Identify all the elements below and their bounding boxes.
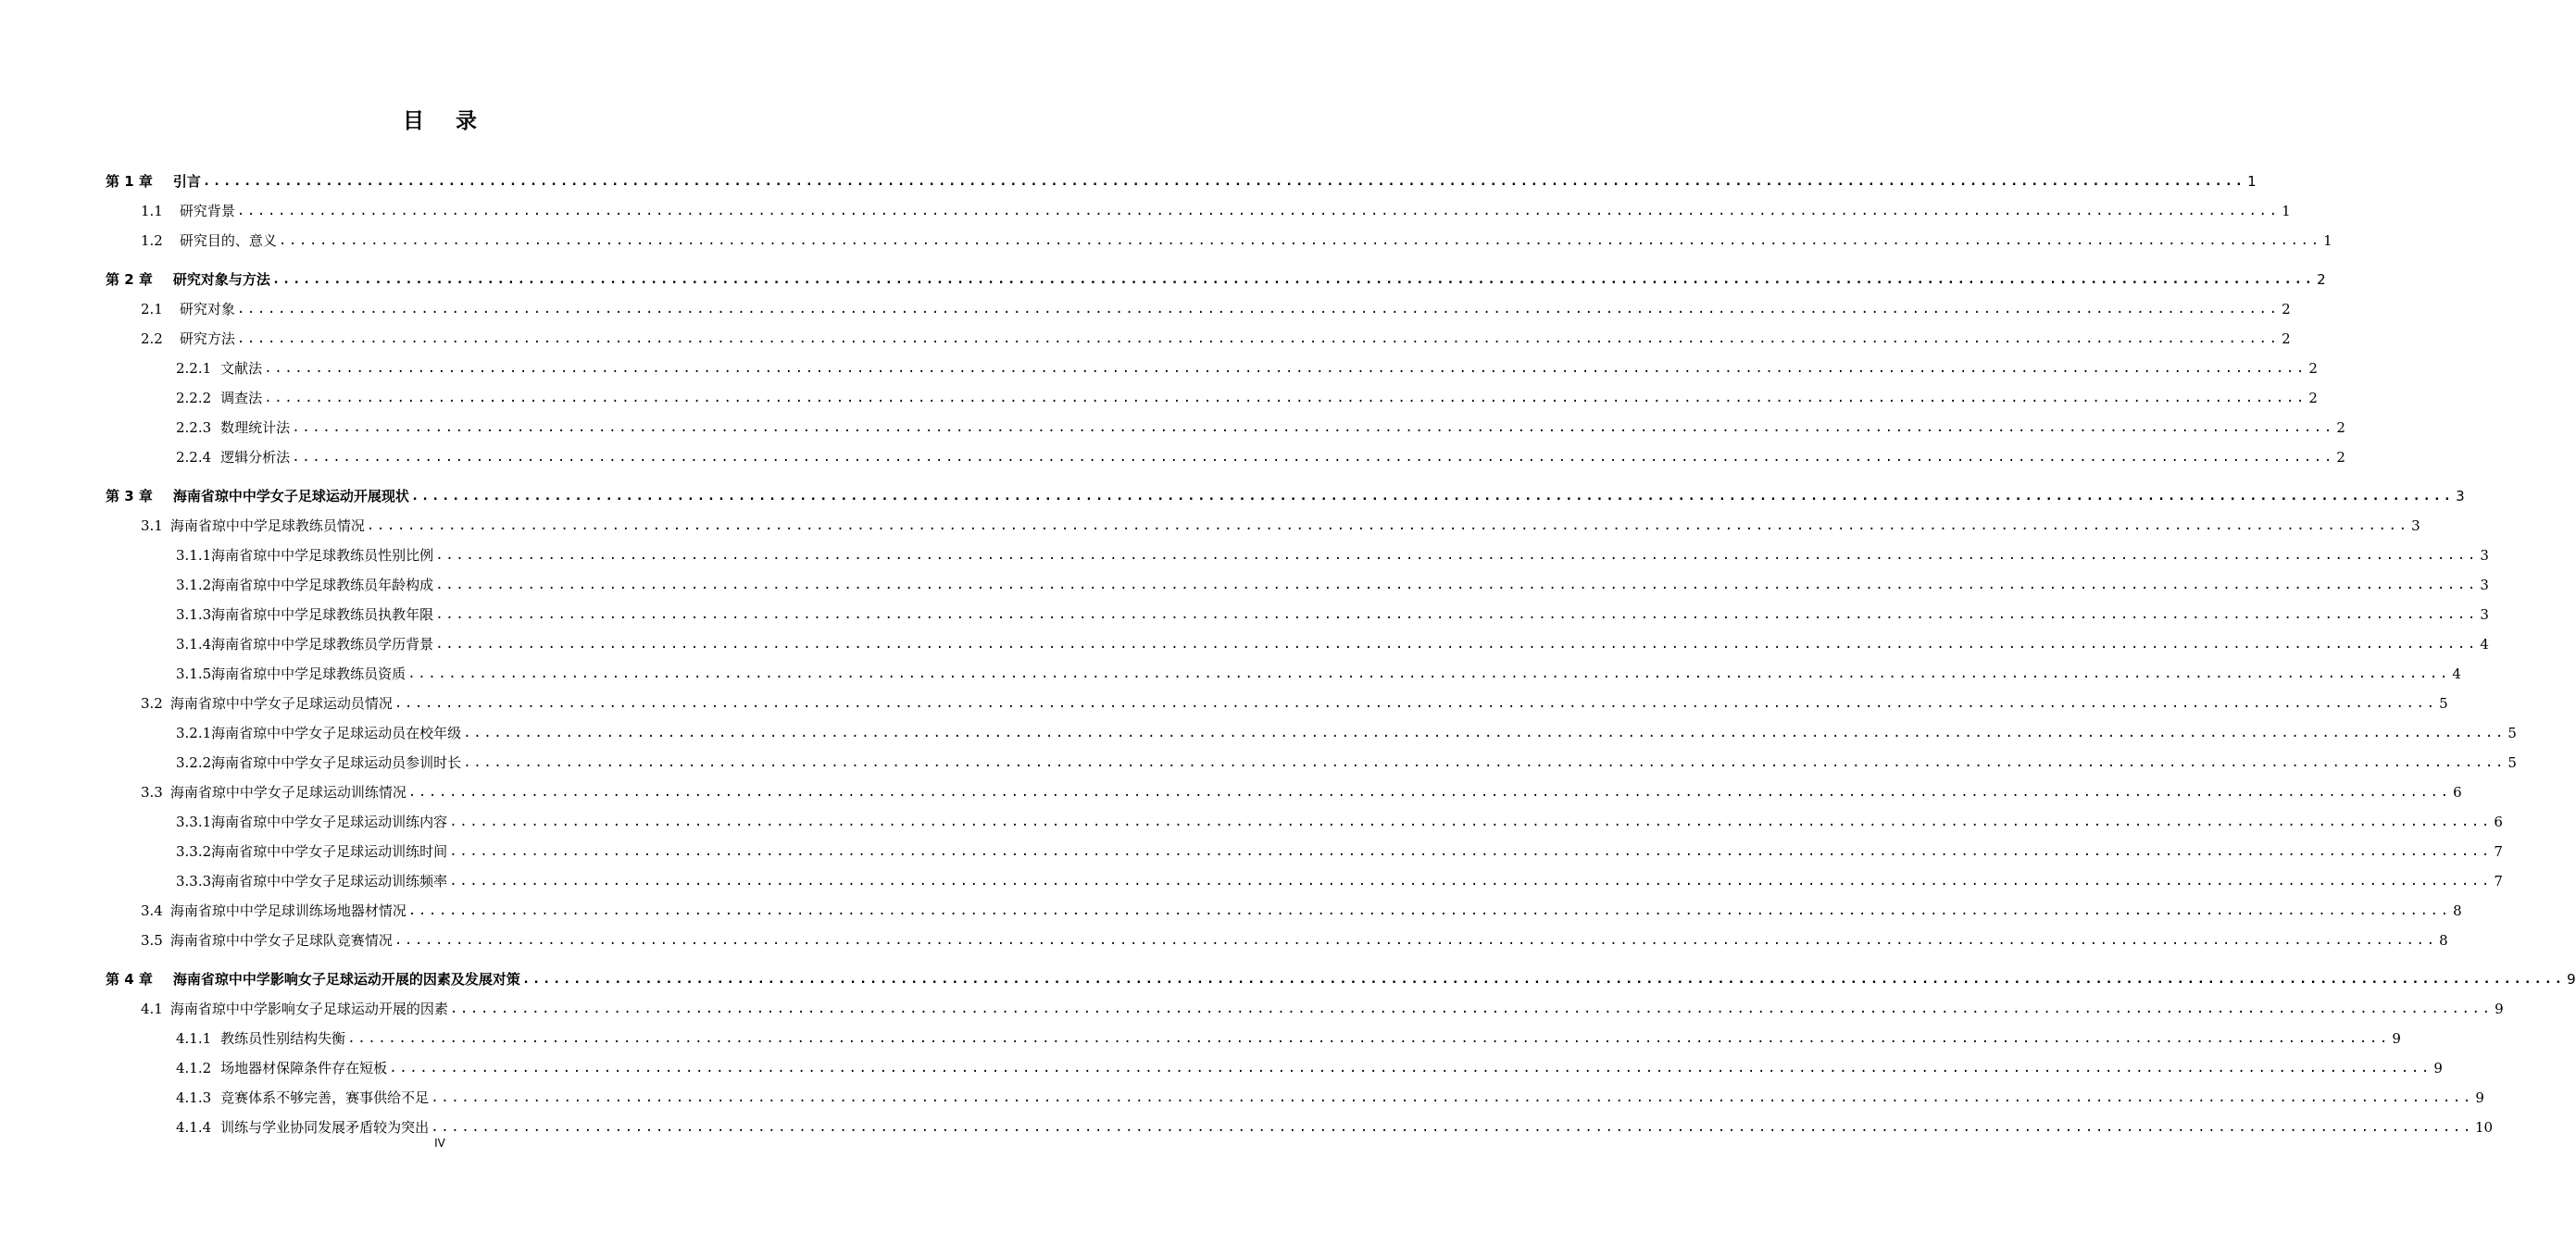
toc-entry-number: 3.2 [141, 695, 163, 712]
toc-entry-label: 海南省琼中中学足球教练员学历背景 [211, 636, 434, 653]
toc-entry-number: 1.2 [141, 232, 163, 249]
toc-entry-title [176, 813, 447, 831]
toc-entry-page-number: 5 [2507, 754, 2517, 771]
toc-leader-dots: ........................................................................................................................................................................................................ [202, 174, 2245, 189]
toc-leader-dots: ........................................................................................................................................................................................................ [407, 785, 2451, 800]
toc-entry-label: 海南省琼中中学足球训练场地器材情况 [169, 902, 406, 919]
toc-entry-page-number: 9 [2567, 971, 2576, 988]
toc-entry-title [106, 487, 409, 505]
toc-entry-title [176, 665, 406, 683]
toc-entry-page-number: 4 [2452, 666, 2461, 682]
toc-leader-dots: ........................................................................................................................................................................................................ [435, 637, 2478, 652]
toc-entry-number: 3.2.2 [176, 754, 212, 771]
toc-entry-number: 4.1.3 [176, 1089, 212, 1106]
toc-leader-dots: ........................................................................................................................................................................................................ [410, 489, 2454, 504]
toc-entry[interactable] [106, 485, 2465, 505]
toc-entry-number: 3.1.2 [176, 577, 212, 593]
toc-entry-title [141, 300, 235, 318]
toc-entry-label: 教练员性别结构失衡 [220, 1030, 346, 1047]
toc-entry-page-number: 8 [2439, 932, 2448, 949]
page-title [0, 107, 880, 135]
toc-entry-title [176, 872, 447, 890]
toc-entry-label: 海南省琼中中学足球教练员情况 [169, 517, 365, 534]
toc-entry[interactable] [176, 870, 2503, 890]
toc-entry-label: 引言 [172, 173, 201, 190]
toc-entry-number: 4.1.1 [176, 1030, 212, 1047]
toc-entry-label: 研究目的、意义 [179, 232, 277, 249]
toc-leader-dots: ........................................................................................................................................................................................................ [449, 874, 2492, 889]
toc-entry-label: 海南省琼中中学影响女子足球运动开展的因素及发展对策 [172, 971, 520, 988]
toc-entry-page-number: 3 [2411, 517, 2420, 534]
toc-entry-number: 3.2.1 [176, 725, 212, 741]
toc-entry[interactable] [176, 811, 2503, 831]
toc-entry-page-number: 2 [2282, 301, 2291, 317]
toc-leader-dots: ........................................................................................................................................................................................................ [463, 726, 2506, 740]
toc-entry-title [176, 359, 262, 378]
toc-leader-dots: ........................................................................................................................................................................................................ [292, 450, 2334, 465]
toc-entry-title [141, 516, 365, 535]
toc-leader-dots: ........................................................................................................................................................................................................ [431, 1090, 2473, 1105]
toc-entry[interactable] [176, 1116, 2494, 1137]
toc-entry[interactable] [141, 929, 2448, 950]
toc-entry-label: 数理统计法 [220, 419, 291, 436]
toc-entry-title [141, 902, 406, 920]
toc-entry-title [141, 1000, 448, 1018]
toc-entry[interactable] [106, 268, 2326, 289]
toc-entry[interactable] [141, 998, 2504, 1018]
toc-entry[interactable] [176, 417, 2345, 437]
toc-entry-title [141, 931, 393, 950]
toc-entry[interactable] [176, 446, 2345, 466]
toc-entry[interactable] [176, 387, 2318, 407]
toc-entry[interactable] [141, 900, 2462, 920]
toc-entry-title [106, 172, 201, 191]
toc-entry-label: 海南省琼中中学影响女子足球运动开展的因素 [169, 1001, 448, 1017]
toc-entry-page-number: 3 [2456, 488, 2465, 504]
toc-entry-number: 3.1 [141, 517, 163, 534]
toc-entry-title [176, 1088, 429, 1107]
toc-entry-number: 2.2.2 [176, 390, 212, 406]
toc-entry-label: 海南省琼中中学女子足球运动训练时间 [211, 843, 448, 860]
toc-entry[interactable] [141, 298, 2291, 318]
toc-leader-dots: ........................................................................................................................................................................................................ [435, 607, 2478, 622]
toc-entry-label: 海南省琼中中学足球教练员资质 [211, 666, 406, 682]
toc-entry-title [176, 1059, 387, 1077]
toc-entry-page-number: 7 [2494, 843, 2503, 860]
toc-entry-label: 研究对象 [179, 301, 235, 317]
toc-leader-dots: ........................................................................................................................................................................................................ [389, 1061, 2432, 1076]
toc-leader-dots: ........................................................................................................................................................................................................ [236, 302, 2280, 317]
toc-entry-page-number: 2 [2336, 449, 2345, 466]
toc-entry[interactable] [176, 357, 2318, 378]
toc-entry-number: 3.3.3 [176, 873, 212, 889]
toc-entry-label: 海南省琼中中学足球教练员年龄构成 [211, 577, 434, 593]
toc-entry-number: 2.1 [141, 301, 163, 317]
toc-entry-page-number: 5 [2507, 725, 2517, 741]
toc-entry-number: 3.1.1 [176, 547, 212, 564]
toc-entry-title [176, 1029, 345, 1048]
toc-entry-title [176, 842, 447, 861]
toc-entry-title [176, 448, 290, 466]
toc-entry-label: 海南省琼中中学足球教练员执教年限 [211, 606, 434, 623]
toc-entry-label: 海南省琼中中学足球教练员性别比例 [211, 547, 434, 564]
toc-entry-page-number: 2 [2282, 330, 2291, 347]
toc-entry-number: 2.2.3 [176, 419, 212, 436]
toc-entry-page-number: 2 [2308, 360, 2318, 377]
toc-leader-dots: ........................................................................................................................................................................................................ [449, 844, 2492, 859]
toc-entry-label: 海南省琼中中学女子足球运动员情况 [169, 695, 393, 712]
toc-leader-dots: ........................................................................................................................................................................................................ [435, 578, 2478, 592]
toc-leader-dots: ........................................................................................................................................................................................................ [435, 548, 2478, 563]
toc-entry-number: 1.1 [141, 203, 163, 219]
toc-entry-number: 3.3 [141, 784, 163, 801]
toc-entry-page-number: 1 [2323, 232, 2332, 249]
toc-entry[interactable] [106, 170, 2257, 191]
toc-entry-label: 海南省琼中中学女子足球运动训练内容 [211, 814, 448, 830]
toc-entry-page-number: 2 [2336, 419, 2345, 436]
toc-leader-dots: ........................................................................................................................................................................................................ [449, 815, 2492, 829]
toc-entry-page-number: 5 [2439, 695, 2448, 712]
toc-entry-number: 3.5 [141, 932, 163, 949]
toc-entry-page-number: 2 [2317, 271, 2326, 288]
toc-entry-page-number: 3 [2480, 606, 2489, 623]
toc-entry-title [176, 576, 433, 594]
toc-entry-number: 3.1.5 [176, 666, 212, 682]
toc-entry-page-number: 9 [2495, 1001, 2504, 1017]
toc-entry-title [141, 231, 277, 250]
toc-leader-dots: ........................................................................................................................................................................................................ [347, 1031, 2390, 1046]
toc-entry-page-number: 6 [2453, 784, 2462, 801]
toc-entry-label: 海南省琼中中学女子足球运动员参训时长 [211, 754, 462, 771]
toc-entry-number: 第 2 章 [106, 271, 153, 288]
toc-entry[interactable] [176, 1027, 2401, 1048]
toc-entry-number: 第 3 章 [106, 488, 153, 504]
toc-entry[interactable] [176, 574, 2489, 594]
toc-entry-page-number: 3 [2480, 547, 2489, 564]
toc-entry-title [176, 546, 433, 565]
toc-entry-page-number: 4 [2480, 636, 2489, 653]
toc-entry[interactable] [141, 328, 2291, 348]
toc-entry-title [176, 724, 461, 742]
toc-leader-dots: ........................................................................................................................................................................................................ [236, 331, 2280, 346]
toc-entry-number: 2.2.4 [176, 449, 212, 466]
toc-leader-dots: ........................................................................................................................................................................................................ [521, 972, 2565, 987]
toc-entry-page-number: 3 [2480, 577, 2489, 593]
toc-leader-dots: ........................................................................................................................................................................................................ [407, 666, 2450, 681]
toc-leader-dots: ........................................................................................................................................................................................................ [394, 696, 2437, 711]
toc-entry-title [176, 635, 433, 653]
toc-entry-label: 研究方法 [179, 330, 235, 347]
toc-leader-dots: ........................................................................................................................................................................................................ [264, 391, 2307, 405]
toc-entry-number: 2.2 [141, 330, 163, 347]
toc-entry-title [141, 202, 235, 220]
page-number-footer: IV [434, 1137, 445, 1150]
toc-leader-dots: ........................................................................................................................................................................................................ [278, 233, 2321, 248]
toc-entry-page-number: 9 [2392, 1030, 2401, 1047]
toc-entry-label: 研究背景 [179, 203, 235, 219]
toc-entry-number: 第 4 章 [106, 971, 153, 988]
toc-entry[interactable] [176, 1057, 2443, 1077]
toc-leader-dots: ........................................................................................................................................................................................................ [264, 361, 2307, 376]
toc-entry-number: 4.1 [141, 1001, 163, 1017]
toc-entry-label: 调查法 [220, 390, 263, 406]
toc-entry[interactable] [106, 968, 2576, 989]
toc-entry-page-number: 8 [2453, 902, 2462, 919]
toc-entry-title [106, 270, 270, 289]
toc-entry-number: 3.1.4 [176, 636, 212, 653]
toc-entry-page-number: 9 [2433, 1060, 2443, 1076]
toc-entry-title [176, 753, 461, 772]
toc-entry[interactable] [176, 840, 2503, 861]
toc-entry-label: 海南省琼中中学女子足球运动员在校年级 [211, 725, 462, 741]
toc-entry-title [106, 970, 520, 989]
toc-entry-label: 海南省琼中中学女子足球队竞赛情况 [169, 932, 393, 949]
toc-entry-page-number: 1 [2282, 203, 2291, 219]
toc-entry-label: 研究对象与方法 [172, 271, 270, 288]
toc-entry[interactable] [176, 544, 2489, 565]
toc-entry[interactable] [176, 722, 2517, 742]
toc-leader-dots: ........................................................................................................................................................................................................ [292, 420, 2334, 435]
toc-entry[interactable] [176, 752, 2517, 772]
toc-entry[interactable] [176, 1087, 2484, 1107]
toc-entry[interactable] [176, 663, 2461, 683]
toc-entry[interactable] [176, 633, 2489, 653]
toc-leader-dots: ........................................................................................................................................................................................................ [366, 518, 2409, 533]
toc-entry-page-number: 10 [2474, 1119, 2494, 1136]
toc-entry-title [141, 783, 406, 802]
toc-entry[interactable] [141, 200, 2291, 220]
toc-leader-dots: ........................................................................................................................................................................................................ [431, 1120, 2473, 1135]
toc-entry[interactable] [141, 692, 2448, 713]
toc-entry-label: 逻辑分析法 [220, 449, 291, 466]
toc-entry-page-number: 9 [2475, 1089, 2484, 1106]
toc-entry[interactable] [141, 515, 2420, 535]
toc-entry-page-number: 7 [2494, 873, 2503, 889]
toc-entry-number: 2.2.1 [176, 360, 212, 377]
page-title-text: 目录 [403, 109, 508, 133]
toc-leader-dots: ........................................................................................................................................................................................................ [236, 204, 2280, 218]
toc-entry-label: 训练与学业协同发展矛盾较为突出 [220, 1119, 430, 1136]
toc-entry-title [141, 694, 393, 713]
toc-entry[interactable] [176, 603, 2489, 624]
toc-entry-number: 3.3.1 [176, 814, 212, 830]
toc-entry-page-number: 1 [2247, 173, 2257, 190]
toc-entry-page-number: 6 [2494, 814, 2503, 830]
toc-entry[interactable] [141, 781, 2462, 802]
toc-leader-dots: ........................................................................................................................................................................................................ [271, 272, 2315, 287]
toc-entry-label: 海南省琼中中学女子足球运动训练情况 [169, 784, 406, 801]
toc-entry-title [176, 418, 290, 437]
toc-leader-dots: ........................................................................................................................................................................................................ [463, 755, 2506, 770]
toc-entry-label: 海南省琼中中学女子足球运动训练频率 [211, 873, 448, 889]
toc-entry[interactable] [141, 230, 2332, 250]
toc-entry-page-number: 2 [2308, 390, 2318, 406]
toc-entry-label: 场地器材保障条件存在短板 [220, 1060, 388, 1076]
toc-entry-title [176, 605, 433, 624]
toc-entry-label: 海南省琼中中学女子足球运动开展现状 [172, 488, 409, 504]
toc-leader-dots: ........................................................................................................................................................................................................ [449, 1001, 2493, 1016]
toc-entry-title [176, 389, 262, 407]
toc-entry-label: 竞赛体系不够完善，赛事供给不足 [220, 1089, 430, 1106]
toc-entry-number: 第 1 章 [106, 173, 153, 190]
toc-entry-number: 3.3.2 [176, 843, 212, 860]
toc-entry-number: 4.1.4 [176, 1119, 212, 1136]
toc-entry-label: 文献法 [220, 360, 263, 377]
toc-entry-number: 3.4 [141, 902, 163, 919]
toc-entry-number: 3.1.3 [176, 606, 212, 623]
toc-leader-dots: ........................................................................................................................................................................................................ [407, 903, 2451, 918]
toc-entry-number: 4.1.2 [176, 1060, 212, 1076]
toc-entry-title [141, 330, 235, 348]
toc-leader-dots: ........................................................................................................................................................................................................ [394, 933, 2437, 948]
toc-entry-title [176, 1118, 429, 1137]
